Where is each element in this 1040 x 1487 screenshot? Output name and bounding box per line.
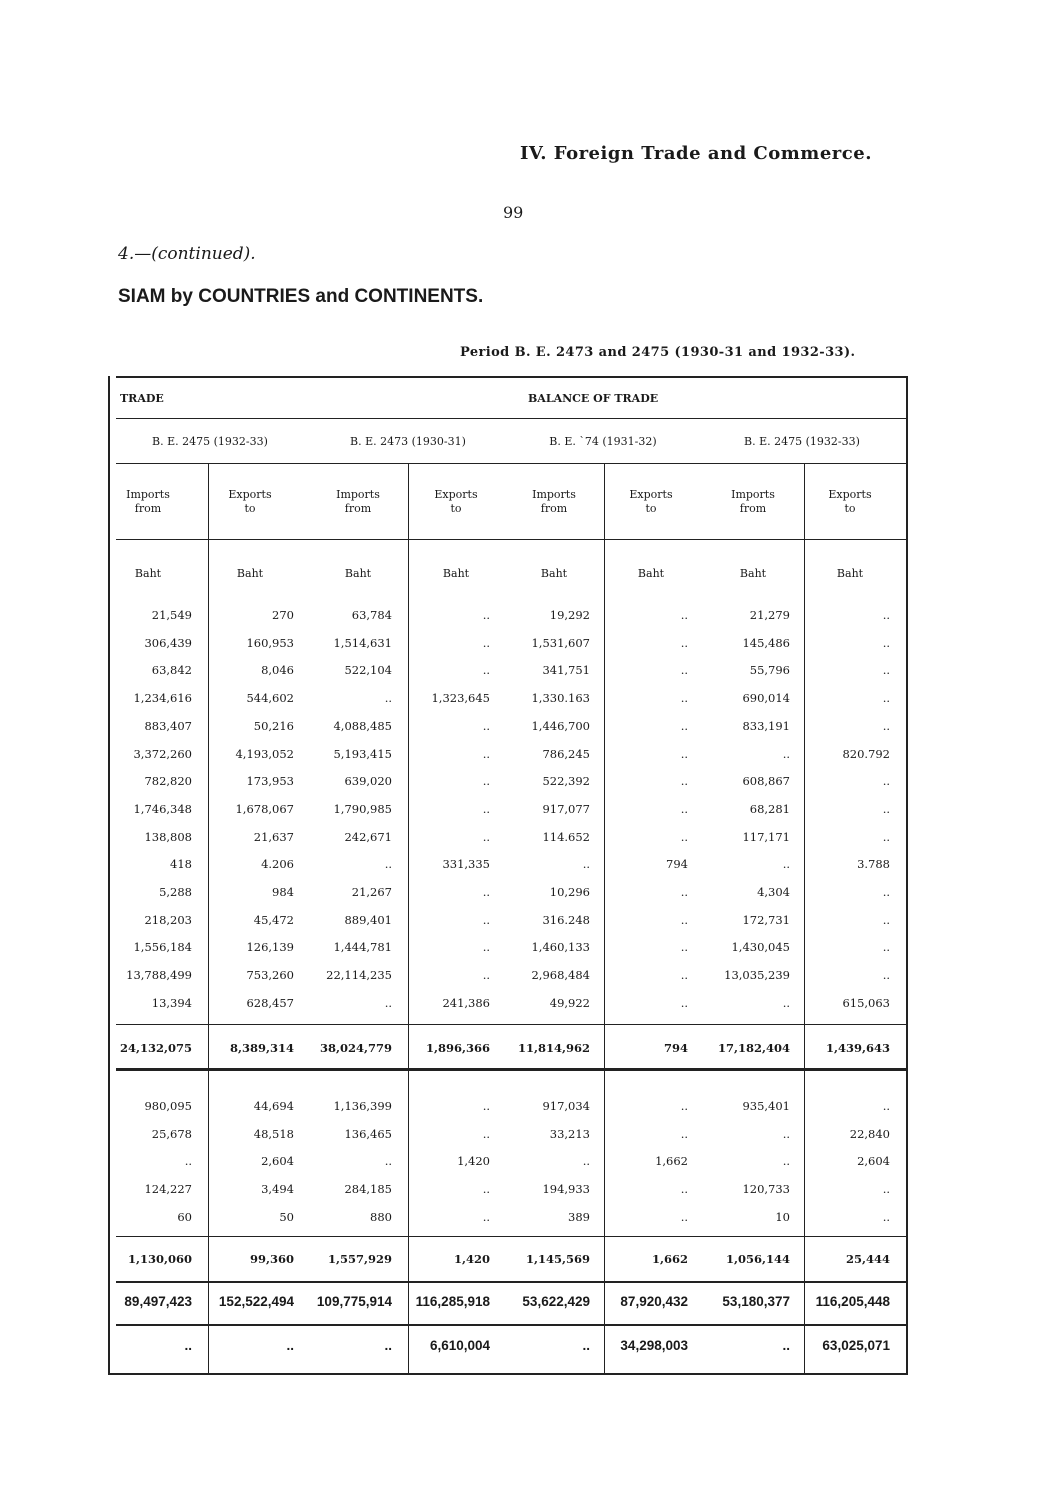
table-cell: 2,604 xyxy=(261,1154,294,1169)
table-cell: 5,288 xyxy=(159,885,192,899)
period-heading: B. E. 2475 (1932-33) xyxy=(152,435,268,448)
balance-cell: 6,610,004 xyxy=(429,1338,490,1353)
table-cell: 33,213 xyxy=(549,1126,590,1141)
table-cell: 2,604 xyxy=(857,1154,890,1169)
table-cell: 124,227 xyxy=(144,1182,192,1197)
table-cell: 883,407 xyxy=(144,718,192,733)
column-heading: Imports xyxy=(532,488,576,501)
grand-total-cell: 89,497,423 xyxy=(124,1294,192,1309)
column-heading-sub: from xyxy=(134,502,162,515)
unit-label: Baht xyxy=(739,567,767,580)
table-cell: 218,203 xyxy=(144,912,192,927)
table-cell: 980,095 xyxy=(144,1099,192,1113)
table-cell: .. xyxy=(680,663,688,678)
unit-label: Baht xyxy=(836,567,864,580)
table-cell: .. xyxy=(680,940,688,955)
table-cell: .. xyxy=(482,801,490,816)
table-cell: 44,694 xyxy=(253,1099,294,1113)
table-cell: .. xyxy=(482,940,490,955)
table-cell: 1,746,348 xyxy=(133,801,192,816)
table-cell: 68,281 xyxy=(749,801,790,816)
page-number: 99 xyxy=(503,203,524,222)
column-heading-sub: from xyxy=(540,502,568,515)
table-cell: 690,014 xyxy=(742,691,790,706)
column-heading: Exports xyxy=(228,488,272,501)
table-cell: .. xyxy=(680,746,688,761)
table-cell: 160,953 xyxy=(246,635,294,650)
table-cell: 4.206 xyxy=(261,857,294,872)
table-cell: 241,386 xyxy=(442,995,490,1010)
table-cell: 1,234,616 xyxy=(133,691,192,706)
table-cell: 1,444,781 xyxy=(333,940,392,955)
table-cell: 145,486 xyxy=(742,635,790,650)
table-cell: 608,867 xyxy=(742,774,790,789)
section-title: IV. Foreign Trade and Commerce. xyxy=(520,143,872,164)
column-heading: Exports xyxy=(828,488,872,501)
column-heading-sub: to xyxy=(844,502,856,515)
unit-label: Baht xyxy=(344,567,372,580)
table-cell: 1,460,133 xyxy=(531,940,590,955)
trade-table xyxy=(108,376,908,1376)
table-cell: .. xyxy=(882,718,890,733)
table-cell: 820.792 xyxy=(842,746,890,761)
table-cell: 615,063 xyxy=(842,995,890,1010)
table-cell: 13,035,239 xyxy=(724,968,790,983)
column-heading: Imports xyxy=(731,488,775,501)
period-heading: B. E. `74 (1931-32) xyxy=(549,435,657,448)
grand-rule-top xyxy=(116,1281,906,1283)
column-heading-sub: from xyxy=(344,502,372,515)
table-cell: .. xyxy=(482,968,490,983)
table-cell: 21,637 xyxy=(253,829,294,844)
grand-total-cell: 152,522,494 xyxy=(218,1294,294,1309)
table-cell: .. xyxy=(184,1154,192,1169)
grand-total-cell: 87,920,432 xyxy=(620,1294,688,1309)
grand-total-cell: 116,205,448 xyxy=(815,1294,890,1309)
table-cell: .. xyxy=(482,746,490,761)
table-cell: 22,114,235 xyxy=(326,968,392,983)
table-cell: 284,185 xyxy=(344,1182,392,1197)
table-cell: .. xyxy=(482,635,490,650)
table-cell: 138,808 xyxy=(144,829,192,844)
period-heading: B. E. 2473 (1930-31) xyxy=(350,435,466,448)
total-cell: 17,182,404 xyxy=(717,1041,790,1055)
table-cell: 1,430,045 xyxy=(731,940,790,955)
table-cell: 522,392 xyxy=(542,774,590,789)
table-cell: 889,401 xyxy=(344,912,392,927)
table-cell: .. xyxy=(384,691,392,706)
table-cell: .. xyxy=(482,829,490,844)
table-cell: 917,034 xyxy=(542,1099,590,1113)
period-heading: B. E. 2475 (1932-33) xyxy=(744,435,860,448)
col-head-rule xyxy=(116,539,906,540)
table-cell: .. xyxy=(882,912,890,927)
table-cell: .. xyxy=(680,718,688,733)
total-cell: 794 xyxy=(663,1041,688,1055)
grand-total-cell: 53,622,429 xyxy=(522,1294,590,1309)
period-label: Period B. E. 2473 and 2475 (1930-31 and 1932-33). xyxy=(460,345,856,360)
total-cell: 1,896,366 xyxy=(425,1041,490,1055)
table-cell: .. xyxy=(384,857,392,872)
table-cell: 63,784 xyxy=(351,608,392,622)
table-cell: 3,494 xyxy=(261,1182,294,1197)
table-cell: 173,953 xyxy=(246,774,294,789)
group-heading-balance: BALANCE OF TRADE xyxy=(528,392,659,405)
table-cell: 917,077 xyxy=(542,801,590,816)
table-cell: 45,472 xyxy=(253,912,294,927)
table-cell: 1,531,607 xyxy=(531,635,590,650)
table-cell: 1,420 xyxy=(457,1154,490,1169)
table-cell: .. xyxy=(882,801,890,816)
total-cell: 1,420 xyxy=(453,1252,490,1266)
table-cell: 22,840 xyxy=(849,1126,890,1141)
table-cell: .. xyxy=(482,1099,490,1113)
table-cell: .. xyxy=(384,1154,392,1169)
table-cell: .. xyxy=(482,608,490,622)
table-cell: 341,751 xyxy=(542,663,590,678)
table-cell: 19,292 xyxy=(549,608,590,622)
table-top-rule xyxy=(116,376,906,378)
table-cell: 782,820 xyxy=(144,774,192,789)
table-left-border xyxy=(108,376,110,1374)
table-cell: .. xyxy=(482,1126,490,1141)
table-cell: 880 xyxy=(370,1209,392,1224)
table-cell: .. xyxy=(782,746,790,761)
total-cell: 1,145,569 xyxy=(525,1252,590,1266)
total-cell: 1,557,929 xyxy=(327,1252,392,1266)
table-cell: .. xyxy=(680,968,688,983)
total-cell: 38,024,779 xyxy=(319,1041,392,1055)
table-cell: .. xyxy=(882,774,890,789)
table-cell: 639,020 xyxy=(344,774,392,789)
table-cell: .. xyxy=(482,885,490,899)
total-cell: 99,360 xyxy=(249,1252,294,1266)
table-cell: .. xyxy=(582,1154,590,1169)
table-cell: .. xyxy=(680,829,688,844)
table-cell: .. xyxy=(882,940,890,955)
table-cell: .. xyxy=(482,912,490,927)
table-right-border xyxy=(906,376,908,1374)
table-cell: 4,304 xyxy=(757,885,790,899)
table-cell: .. xyxy=(882,608,890,622)
table-cell: 120,733 xyxy=(742,1182,790,1197)
column-heading-sub: to xyxy=(450,502,462,515)
table-cell: 331,335 xyxy=(442,857,490,872)
table-cell: .. xyxy=(582,857,590,872)
table-cell: 8,046 xyxy=(261,663,294,678)
balance-cell: .. xyxy=(384,1338,392,1353)
table-cell: 194,933 xyxy=(542,1182,590,1197)
table-cell: 1,514,631 xyxy=(333,635,392,650)
table-cell: 1,556,184 xyxy=(133,940,192,955)
column-heading-sub: from xyxy=(739,502,767,515)
table-cell: 1,662 xyxy=(655,1154,688,1169)
table-cell: 49,922 xyxy=(549,995,590,1010)
table-cell: .. xyxy=(882,1182,890,1197)
unit-label: Baht xyxy=(442,567,470,580)
table-cell: .. xyxy=(882,691,890,706)
table-cell: 544,602 xyxy=(246,691,294,706)
group-heading-trade: TRADE xyxy=(120,392,164,405)
table-cell: 21,267 xyxy=(351,885,392,899)
table-cell: 418 xyxy=(170,857,192,872)
table-cell: .. xyxy=(782,1126,790,1141)
table-cell: .. xyxy=(782,1154,790,1169)
table-cell: 13,788,499 xyxy=(126,968,192,983)
column-heading-sub: to xyxy=(244,502,256,515)
table-cell: 1,330.163 xyxy=(531,691,590,706)
table-cell: 753,260 xyxy=(246,968,294,983)
table-cell: 1,136,399 xyxy=(333,1099,392,1113)
table-cell: .. xyxy=(680,1182,688,1197)
unit-label: Baht xyxy=(637,567,665,580)
table-cell: 389 xyxy=(568,1209,590,1224)
unit-label: Baht xyxy=(540,567,568,580)
table-cell: 63,842 xyxy=(151,663,192,678)
table-cell: 50 xyxy=(279,1209,294,1224)
table-cell: .. xyxy=(680,1099,688,1113)
page-title: SIAM by COUNTRIES and CONTINENTS. xyxy=(118,286,484,307)
table-bottom-rule xyxy=(108,1373,908,1375)
table-cell: 4,193,052 xyxy=(235,746,294,761)
column-heading: Exports xyxy=(434,488,478,501)
table-cell: 55,796 xyxy=(749,663,790,678)
table-cell: .. xyxy=(680,801,688,816)
balance-cell: .. xyxy=(582,1338,590,1353)
table-cell: .. xyxy=(882,1099,890,1113)
balance-cell: 34,298,003 xyxy=(620,1338,688,1353)
balance-cell: 63,025,071 xyxy=(822,1338,890,1353)
table-cell: 114.652 xyxy=(542,829,590,844)
table-cell: .. xyxy=(482,1182,490,1197)
unit-label: Baht xyxy=(236,567,264,580)
table-cell: .. xyxy=(680,885,688,899)
total-cell: 25,444 xyxy=(845,1252,890,1266)
table-cell: .. xyxy=(882,635,890,650)
balance-cell: .. xyxy=(286,1338,294,1353)
table-cell: .. xyxy=(384,995,392,1010)
table-cell: 306,439 xyxy=(144,635,192,650)
total-cell: 8,389,314 xyxy=(229,1041,294,1055)
table-cell: .. xyxy=(680,1209,688,1224)
period-head-rule xyxy=(116,463,906,464)
table-cell: .. xyxy=(882,1209,890,1224)
table-cell: 3.788 xyxy=(857,857,890,872)
table-cell: .. xyxy=(882,885,890,899)
table-cell: 172,731 xyxy=(742,912,790,927)
table-cell: 136,465 xyxy=(344,1126,392,1141)
total-a-rule-bottom xyxy=(116,1068,906,1071)
table-cell: .. xyxy=(680,635,688,650)
total-cell: 24,132,075 xyxy=(119,1041,192,1055)
column-heading-sub: to xyxy=(645,502,657,515)
table-cell: 242,671 xyxy=(344,829,392,844)
table-cell: 1,790,985 xyxy=(333,801,392,816)
total-a-rule-top xyxy=(116,1024,906,1025)
total-b-rule-top xyxy=(116,1236,906,1237)
table-cell: .. xyxy=(680,995,688,1010)
table-cell: .. xyxy=(882,829,890,844)
table-cell: 794 xyxy=(666,857,688,872)
total-cell: 1,662 xyxy=(651,1252,688,1266)
total-cell: 1,439,643 xyxy=(825,1041,890,1055)
total-cell: 1,130,060 xyxy=(127,1252,192,1266)
total-cell: 1,056,144 xyxy=(725,1252,790,1266)
table-cell: 21,549 xyxy=(151,608,192,622)
table-cell: .. xyxy=(882,663,890,678)
table-cell: 1,323,645 xyxy=(431,691,490,706)
table-cell: 50,216 xyxy=(253,718,294,733)
table-cell: 48,518 xyxy=(253,1126,294,1141)
column-heading: Imports xyxy=(336,488,380,501)
table-cell: 2,968,484 xyxy=(531,968,590,983)
column-heading: Imports xyxy=(126,488,170,501)
table-cell: 13,394 xyxy=(151,995,192,1010)
table-cell: .. xyxy=(782,995,790,1010)
table-cell: .. xyxy=(680,774,688,789)
table-cell: 117,171 xyxy=(742,829,790,844)
table-cell: .. xyxy=(482,663,490,678)
table-cell: 316.248 xyxy=(542,912,590,927)
table-cell: .. xyxy=(882,968,890,983)
table-cell: 786,245 xyxy=(542,746,590,761)
table-cell: .. xyxy=(482,774,490,789)
balance-cell: .. xyxy=(184,1338,192,1353)
table-cell: .. xyxy=(680,691,688,706)
table-cell: 21,279 xyxy=(749,608,790,622)
table-cell: 10 xyxy=(775,1209,790,1224)
table-cell: 935,401 xyxy=(742,1099,790,1113)
table-cell: 25,678 xyxy=(151,1126,192,1141)
table-cell: 1,678,067 xyxy=(235,801,294,816)
table-cell: 628,457 xyxy=(246,995,294,1010)
grand-total-cell: 116,285,918 xyxy=(415,1294,490,1309)
table-cell: 126,139 xyxy=(246,940,294,955)
table-cell: 5,193,415 xyxy=(333,746,392,761)
grand-rule-bottom xyxy=(116,1324,906,1326)
table-cell: 270 xyxy=(272,608,294,622)
table-cell: 833,191 xyxy=(742,718,790,733)
total-cell: 11,814,962 xyxy=(517,1041,590,1055)
table-cell: 3,372,260 xyxy=(133,746,192,761)
table-cell: 4,088,485 xyxy=(333,718,392,733)
table-cell: .. xyxy=(482,718,490,733)
unit-label: Baht xyxy=(134,567,162,580)
table-cell: .. xyxy=(680,912,688,927)
continued-label: 4.—(continued). xyxy=(118,244,256,264)
table-cell: .. xyxy=(680,1126,688,1141)
table-cell: 522,104 xyxy=(344,663,392,678)
grand-total-cell: 53,180,377 xyxy=(722,1294,790,1309)
balance-cell: .. xyxy=(782,1338,790,1353)
table-cell: 60 xyxy=(177,1209,192,1224)
column-heading: Exports xyxy=(629,488,673,501)
table-cell: .. xyxy=(680,608,688,622)
table-cell: .. xyxy=(482,1209,490,1224)
table-cell: 1,446,700 xyxy=(531,718,590,733)
group-head-rule xyxy=(116,418,906,419)
table-cell: 984 xyxy=(272,885,294,899)
grand-total-cell: 109,775,914 xyxy=(316,1294,392,1309)
table-cell: .. xyxy=(782,857,790,872)
table-cell: 10,296 xyxy=(549,885,590,899)
